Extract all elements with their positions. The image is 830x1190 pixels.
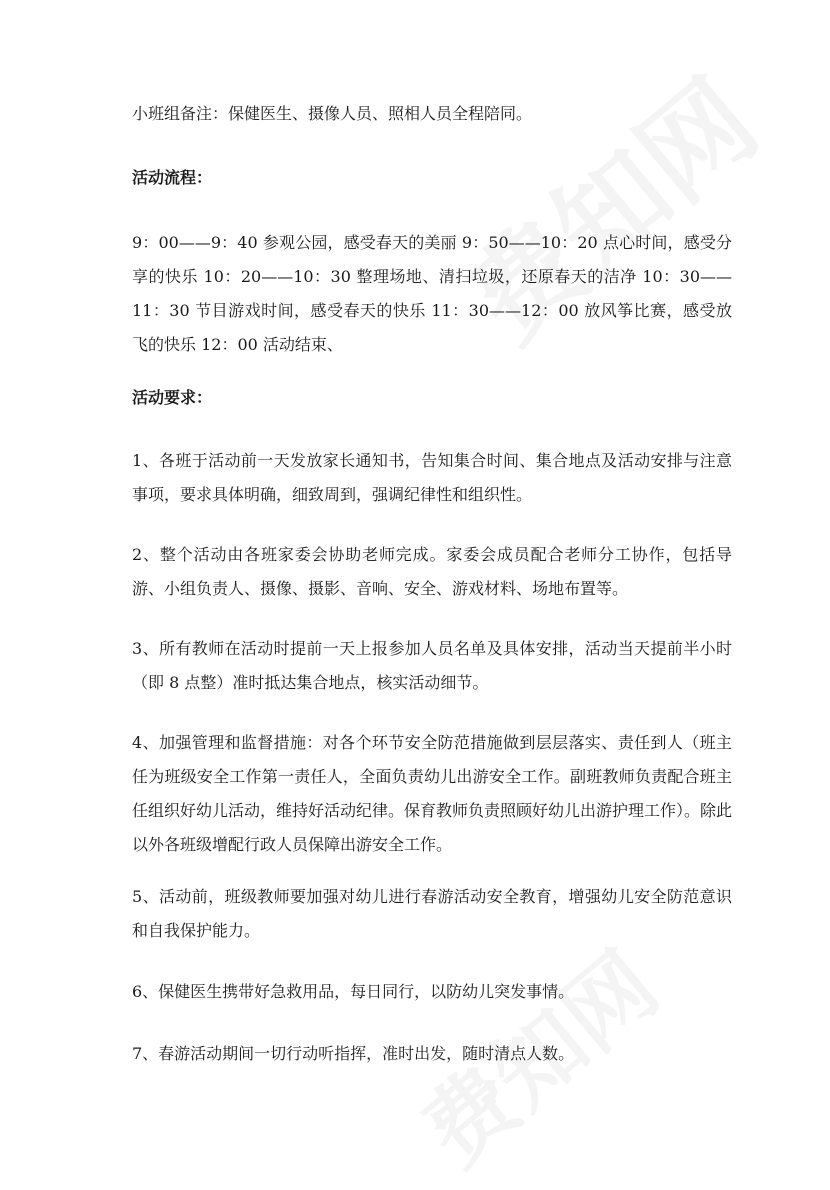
process-heading: 活动流程： xyxy=(132,168,213,187)
requirements-heading: 活动要求： xyxy=(132,388,213,407)
requirement-item-4: 4、加强管理和监督措施：对各个环节安全防范措施做到层层落实、责任到人（班主任为班级安全工作第一责任人，全面负责幼儿出游安全工作。副班教师负责配合班主任组织好幼儿活动，维持好活动纪律。保育教师负责照顾好幼儿出游护理工作）。除此以外各班级增配行政人员保障出游安全工作。 xyxy=(132,733,733,854)
requirement-item-5: 5、活动前，班级教师要加强对幼儿进行春游活动安全教育，增强幼儿安全防范意识和自我保护能力。 xyxy=(132,887,732,940)
requirement-item-6: 6、保健医生携带好急救用品，每日同行，以防幼儿突发事情。 xyxy=(132,982,575,1001)
note-paragraph: 小班组备注：保健医生、摄像人员、照相人员全程陪同。 xyxy=(132,104,533,123)
requirement-item-2: 2、整个活动由各班家委会协助老师完成。家委会成员配合老师分工协作，包括导游、小组负责人、摄像、摄影、音响、安全、游戏材料、场地布置等。 xyxy=(132,545,732,598)
process-paragraph: 9：00——9：40 参观公园，感受春天的美丽 9：50——10：20 点心时间，感受分享的快乐 10：20——10：30 整理场地、清扫垃圾，还原春天的洁净 10：30——11：30 节目游戏时间，感受春天的快乐 11：30——12：00 放风筝比赛，感受放飞的快乐 12：00 活动结束、 xyxy=(132,233,732,354)
requirement-item-3: 3、所有教师在活动时提前一天上报参加人员名单及具体安排，活动当天提前半小时（即 8 点整）准时抵达集合地点，核实活动细节。 xyxy=(132,639,732,692)
requirement-item-1: 1、各班于活动前一天发放家长通知书，告知集合时间、集合地点及活动安排与注意事项，要求具体明确，细致周到，强调纪律性和组织性。 xyxy=(132,451,732,504)
requirement-item-7: 7、春游活动期间一切行动听指挥，准时出发，随时清点人数。 xyxy=(132,1044,575,1063)
